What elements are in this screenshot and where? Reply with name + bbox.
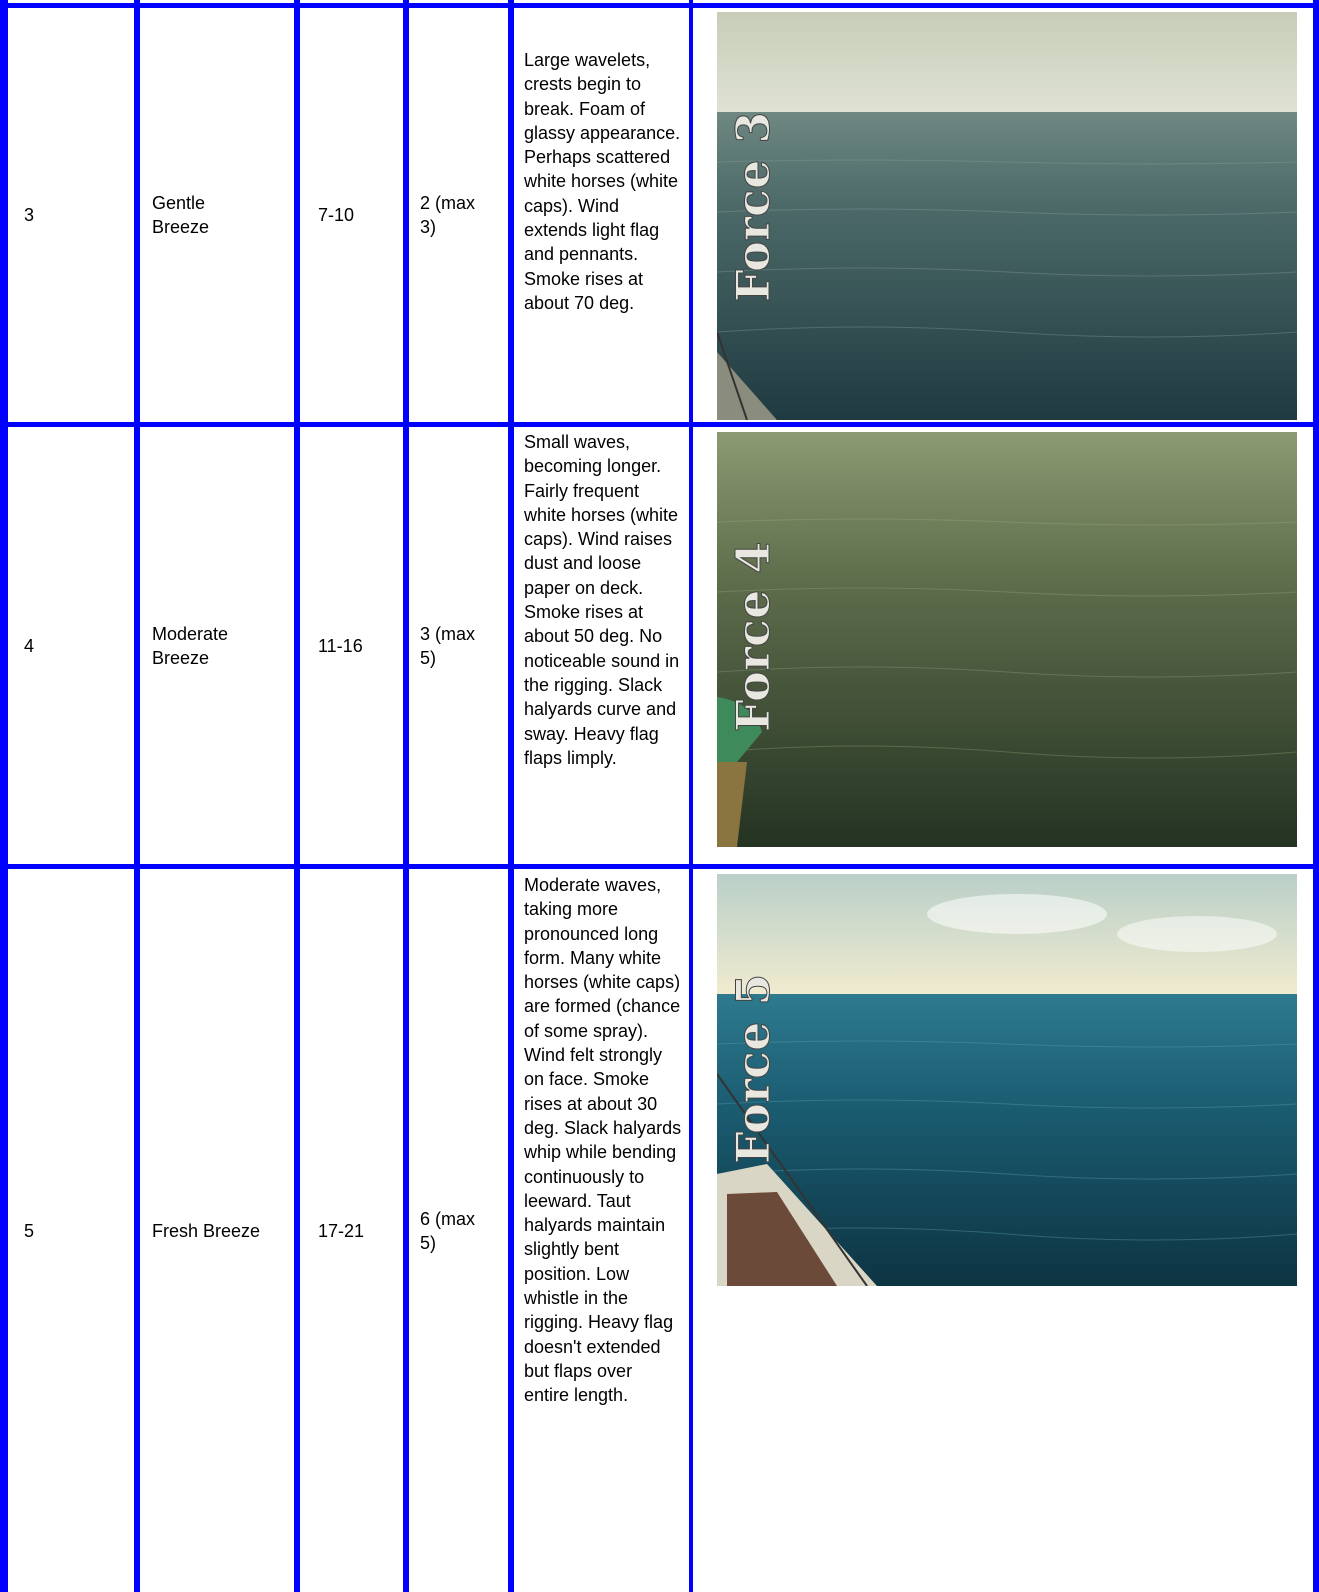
- wave-height: 6 (max 5): [420, 1208, 476, 1253]
- wind-name-cell: [152, 869, 287, 1592]
- wind-speed: 11-16: [318, 635, 363, 656]
- column-divider: [0, 0, 8, 1592]
- sea-photo: [717, 432, 1297, 847]
- wind-name: Gentle Breeze: [152, 193, 210, 237]
- photo-label: Force 3: [726, 111, 780, 302]
- wind-name: Fresh Breeze: [152, 1220, 261, 1241]
- wind-name-cell: [152, 8, 287, 422]
- wave-height-cell: [420, 427, 502, 864]
- column-divider: [294, 0, 300, 1592]
- column-divider: [508, 0, 514, 1592]
- photo-label: Force 5: [726, 973, 780, 1164]
- force-number-cell: [24, 869, 124, 1592]
- column-divider: [134, 0, 140, 1592]
- force-number: 4: [24, 635, 35, 656]
- wind-speed: 7-10: [318, 205, 355, 225]
- force-number-cell: [24, 8, 124, 422]
- wave-height: 3 (max 5): [420, 623, 476, 668]
- wave-height-cell: [420, 869, 502, 1592]
- force-number: 3: [24, 205, 35, 225]
- wind-name-cell: [152, 427, 287, 864]
- sea-photo-image: [717, 874, 1297, 1286]
- sea-photo-image: [717, 12, 1297, 420]
- sea-photo: [717, 12, 1297, 420]
- column-divider: [689, 0, 693, 1592]
- sea-photo: [717, 874, 1297, 1286]
- sea-description: Moderate waves, taking more pronounced long form. Many white horses (white caps) are formed (chance of some spray). Wind felt strongly on face. Smoke rises at about 30 deg. Slack halyards whip while bending continuously to leeward. Taut halyards maintain slightly bent position. Low whistle in the rigging. Heavy flag doesn't extended but flaps over entire length.: [524, 875, 682, 1406]
- column-divider: [1313, 0, 1319, 1592]
- sea-description: Small waves, becoming longer. Fairly frequent white horses (white caps). Wind raises dust and loose paper on deck. Smoke rises at about 50 deg. No noticeable sound in the rigging. Slack halyards curve and sway. Heavy flag flaps limply.: [524, 432, 680, 768]
- wind-speed-cell: [318, 8, 398, 422]
- wind-name: Moderate Breeze: [152, 623, 229, 668]
- wind-speed: 17-21: [318, 1220, 365, 1241]
- force-number: 5: [24, 1220, 35, 1241]
- sea-description: Large wavelets, crests begin to break. Foam of glassy appearance. Perhaps scattered white horses (white caps). Wind extends light flag and pennants. Smoke rises at about 70 deg.: [524, 50, 681, 313]
- wind-speed-cell: [318, 869, 398, 1592]
- force-number-cell: [24, 427, 124, 864]
- wind-speed-cell: [318, 427, 398, 864]
- wave-height-cell: [420, 8, 502, 422]
- wave-height: 2 (max 3): [420, 193, 476, 237]
- column-divider: [403, 0, 409, 1592]
- photo-label: Force 4: [726, 541, 780, 732]
- sea-photo-image: [717, 432, 1297, 847]
